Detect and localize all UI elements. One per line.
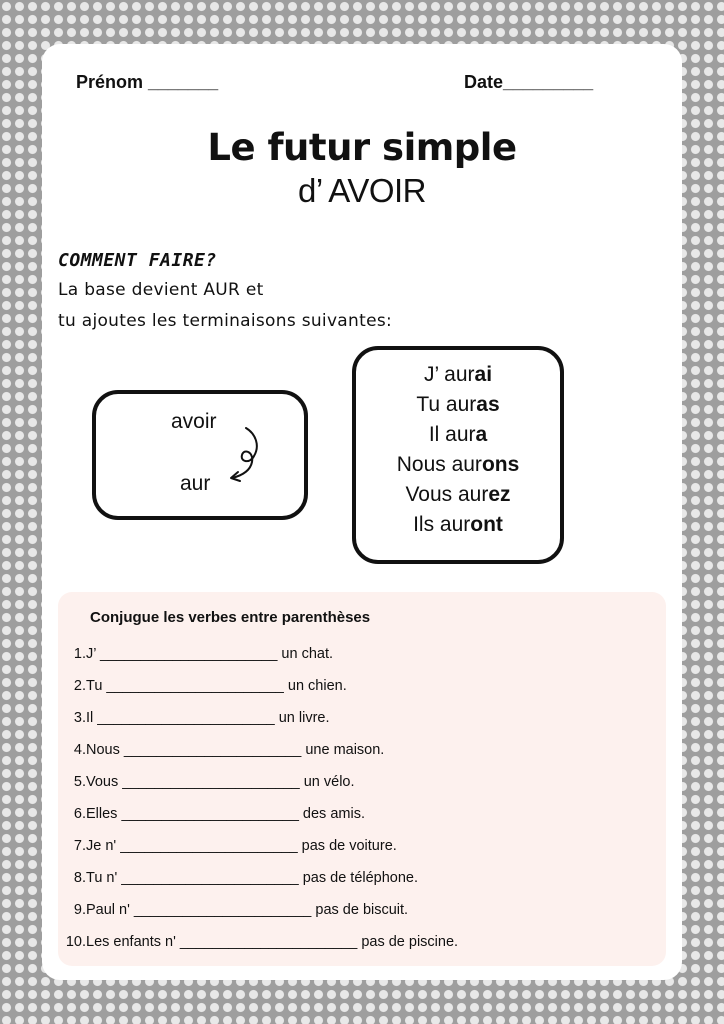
- conjugation-line: [356, 420, 560, 450]
- exercise-item-blank: ______________________: [99, 646, 282, 662]
- exercise-item-subject: Il: [86, 710, 98, 726]
- page-title: Le futur simple: [207, 126, 517, 169]
- exercise-item-blank: ______________________: [121, 870, 303, 886]
- exercise-item-subject: Tu: [86, 678, 107, 694]
- exercise-item-blank: ______________________: [133, 902, 316, 918]
- exercise-item-number: 7.: [73, 838, 86, 854]
- exercise-item: [58, 678, 347, 694]
- howto-heading: COMMENT FAIRE?: [58, 250, 217, 271]
- infinitive-label: avoir: [171, 410, 217, 433]
- exercise-item: [58, 774, 355, 790]
- first-name-label: Prénom _______: [76, 72, 219, 92]
- exercise-item: [58, 646, 333, 662]
- conjugation-ending: ai: [474, 363, 493, 386]
- exercise-item: [58, 710, 330, 726]
- exercise-item-subject: Les enfants n': [86, 934, 180, 950]
- stem-label: aur: [180, 472, 211, 495]
- conjugation-stem: Nous aur: [396, 453, 482, 476]
- conjugation-box: [352, 346, 564, 564]
- curly-arrow-icon: [226, 424, 276, 489]
- exercise-item-blank: ______________________: [123, 742, 306, 758]
- conjugation-stem: Ils aur: [413, 513, 471, 536]
- conjugation-line: [356, 480, 560, 510]
- exercise-item-blank: ______________________: [97, 710, 279, 726]
- conjugation-stem: J’ aur: [423, 363, 475, 386]
- exercise-item: [58, 934, 458, 950]
- exercise-item-subject: Nous: [86, 742, 124, 758]
- exercise-item-ending: une maison.: [305, 742, 385, 758]
- conjugation-ending: ez: [488, 483, 511, 506]
- conjugation-line: [356, 360, 560, 390]
- exercise-item: [58, 838, 397, 854]
- conjugation-line: [356, 390, 560, 420]
- exercise-item-ending: pas de piscine.: [361, 934, 459, 950]
- base-box: [92, 390, 308, 520]
- exercise-item-subject: Paul n': [86, 902, 134, 918]
- exercise-item-number: 1.: [73, 646, 86, 662]
- howto-line-1: La base devient AUR et: [58, 280, 264, 300]
- exercise-item-number: 5.: [73, 774, 86, 790]
- conjugation-ending: a: [475, 423, 488, 446]
- exercise-item-number: 9.: [73, 902, 86, 918]
- exercise-item-subject: Tu n': [86, 870, 122, 886]
- exercise-item-number: 2.: [73, 678, 86, 694]
- exercise-item-ending: pas de biscuit.: [315, 902, 409, 918]
- exercise-item: [58, 742, 384, 758]
- exercise-item-number: 3.: [73, 710, 86, 726]
- exercise-item-subject: Vous: [86, 774, 123, 790]
- conjugation-ending: ont: [470, 513, 503, 536]
- exercise-title: Conjugue les verbes entre parenthèses: [90, 609, 371, 626]
- exercise-item-ending: un chat.: [281, 646, 334, 662]
- exercise-item-subject: Elles: [86, 806, 122, 822]
- exercise-item-ending: pas de téléphone.: [302, 870, 419, 886]
- exercise-item-ending: un chien.: [287, 678, 347, 694]
- exercise-item-number: 4.: [73, 742, 86, 758]
- exercise-item: [58, 806, 365, 822]
- conjugation-ending: ons: [481, 453, 520, 476]
- exercise-item-ending: pas de voiture.: [301, 838, 397, 854]
- exercise-item: [58, 902, 408, 918]
- worksheet-page: [42, 44, 682, 980]
- exercise-item-number: 8.: [73, 870, 86, 886]
- exercise-item-blank: ______________________: [179, 934, 362, 950]
- exercise-item-number: 6.: [73, 806, 86, 822]
- exercise-item-ending: des amis.: [302, 806, 365, 822]
- exercise-item-blank: ______________________: [106, 678, 288, 694]
- exercise-item: [58, 870, 418, 886]
- exercise-item-blank: ______________________: [120, 838, 302, 854]
- page-subtitle: d’ AVOIR: [297, 172, 427, 209]
- conjugation-stem: Vous aur: [405, 483, 489, 506]
- exercise-item-subject: Je n': [86, 838, 121, 854]
- conjugation-line: [356, 510, 560, 540]
- exercise-item-blank: ______________________: [122, 774, 304, 790]
- date-label: Date_________: [464, 72, 594, 92]
- conjugation-stem: Il aur: [428, 423, 476, 446]
- exercise-item-ending: un vélo.: [303, 774, 355, 790]
- exercise-item-ending: un livre.: [278, 710, 330, 726]
- exercise-item-blank: ______________________: [121, 806, 303, 822]
- howto-line-2: tu ajoutes les terminaisons suivantes:: [58, 311, 393, 331]
- conjugation-stem: Tu aur: [416, 393, 477, 416]
- exercise-item-number: 10.: [65, 934, 86, 950]
- conjugation-ending: as: [476, 393, 500, 416]
- conjugation-line: [356, 450, 560, 480]
- exercise-item-subject: J’: [86, 646, 100, 662]
- exercise-panel: [58, 592, 666, 966]
